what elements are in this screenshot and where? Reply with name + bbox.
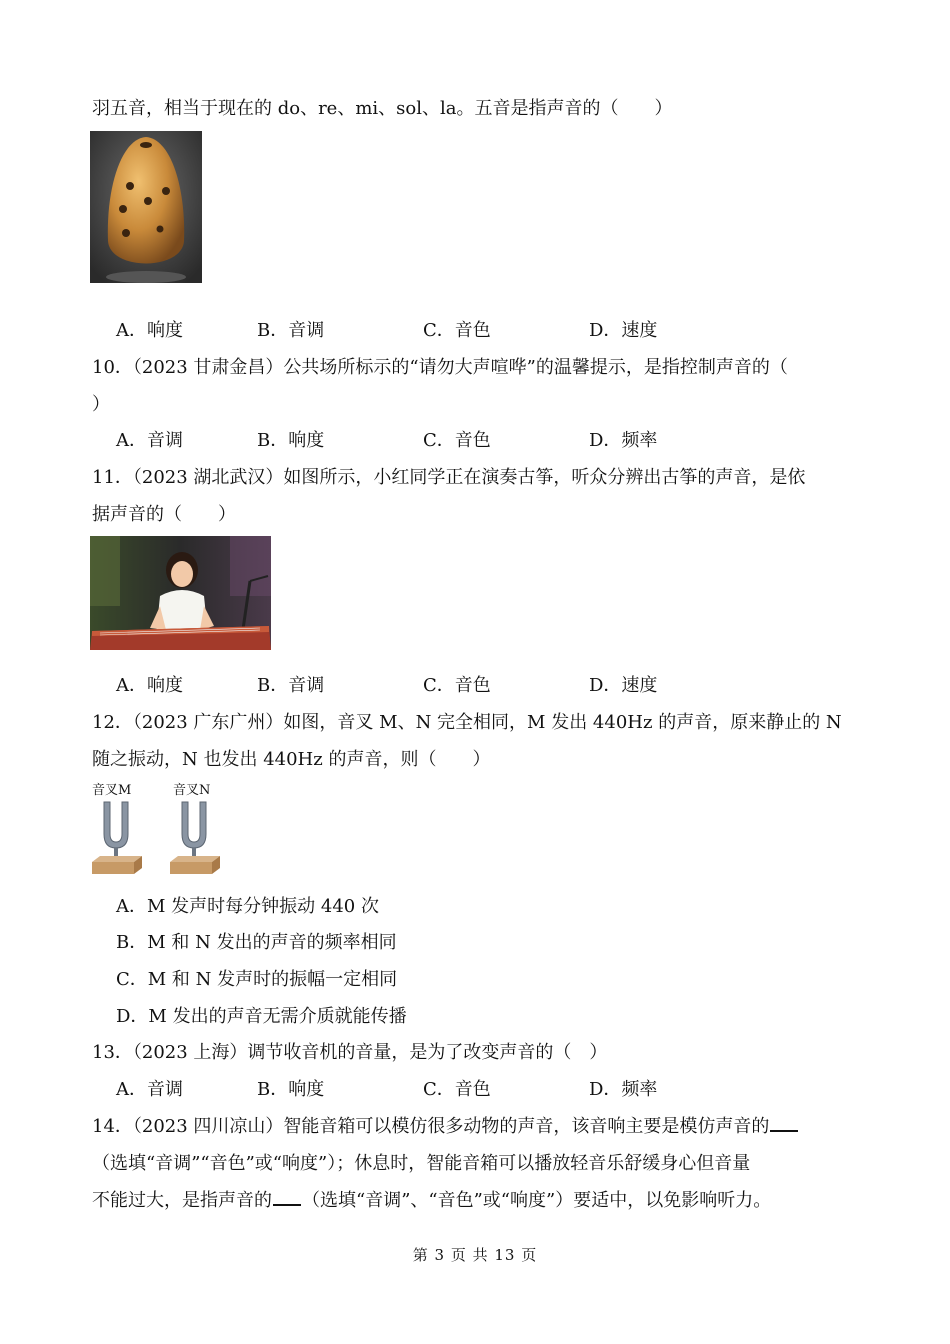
- q14-line3-text-a: 不能过大，是指声音的: [92, 1190, 272, 1211]
- ocarina-image: [90, 131, 202, 283]
- q12-option-c: C．M 和 N 发声时的振幅一定相同: [116, 969, 398, 990]
- q13-stem: 13．（2023 上海）调节收音机的音量，是为了改变声音的（ ）: [92, 1042, 608, 1063]
- q9-stem: 羽五音，相当于现在的 do、re、mi、sol、la。五音是指声音的（ ）: [92, 98, 673, 119]
- guzheng-player-image: [90, 536, 271, 650]
- q13-option-b: B．响度: [257, 1079, 325, 1100]
- tuning-fork-m-icon: [92, 802, 142, 874]
- q13-option-d: D．频率: [589, 1079, 658, 1100]
- q13-option-c: C．音色: [423, 1079, 491, 1100]
- fork-n-label: 音叉N: [173, 783, 211, 798]
- page-footer: 第 3 页 共 13 页: [412, 1246, 538, 1264]
- q11-stem-line1: 11．（2023 湖北武汉）如图所示，小红同学正在演奏古筝，听众分辨出古筝的声音，是依: [92, 467, 806, 488]
- q14-blank-1[interactable]: [770, 1116, 798, 1132]
- q11-stem-line2: 据声音的（ ）: [92, 504, 236, 525]
- tuning-fork-n-icon: [170, 802, 220, 874]
- q14-line1-text: 14．（2023 四川凉山）智能音箱可以模仿很多动物的声音，该音响主要是模仿声音的: [92, 1116, 770, 1137]
- q10-stem-line1: 10．（2023 甘肃金昌）公共场所标示的“请勿大声喧哗”的温馨提示，是指控制声音的（: [92, 357, 788, 378]
- q9-option-d: D．速度: [589, 320, 658, 341]
- q14-stem-line1: [92, 1116, 799, 1138]
- q13-option-a: A．音调: [116, 1079, 183, 1100]
- q10-option-b: B．响度: [257, 430, 325, 451]
- tuning-forks-figure: [90, 800, 222, 878]
- q11-option-a: A．响度: [116, 675, 183, 696]
- q10-option-c: C．音色: [423, 430, 491, 451]
- q9-option-b: B．音调: [257, 320, 325, 341]
- q9-option-a: A．响度: [116, 320, 183, 341]
- q14-blank-2[interactable]: [273, 1190, 301, 1206]
- q11-option-d: D．速度: [589, 675, 658, 696]
- q11-option-c: C．音色: [423, 675, 491, 696]
- q14-stem-line3: [92, 1190, 771, 1212]
- q11-option-b: B．音调: [257, 675, 325, 696]
- fork-m-label: 音叉M: [92, 783, 132, 798]
- q10-stem-line2: ）: [92, 394, 110, 415]
- q12-stem-line1: 12．（2023 广东广州）如图，音叉 M、N 完全相同，M 发出 440Hz 的声音，原来静止的 N: [92, 712, 842, 733]
- q10-option-d: D．频率: [589, 430, 658, 451]
- q12-stem-line2: 随之振动，N 也发出 440Hz 的声音，则（ ）: [92, 749, 491, 770]
- q10-option-a: A．音调: [116, 430, 183, 451]
- q14-line3-text-b: （选填“音调”、“音色”或“响度”）要适中，以免影响听力。: [302, 1190, 772, 1211]
- q9-option-c: C．音色: [423, 320, 491, 341]
- q12-option-d: D．M 发出的声音无需介质就能传播: [116, 1006, 407, 1027]
- q12-option-b: B．M 和 N 发出的声音的频率相同: [116, 932, 397, 953]
- q14-stem-line2: （选填“音调”“音色”或“响度”）；休息时，智能音箱可以播放轻音乐舒缓身心但音量: [92, 1153, 751, 1174]
- q12-option-a: A．M 发声时每分钟振动 440 次: [116, 896, 379, 917]
